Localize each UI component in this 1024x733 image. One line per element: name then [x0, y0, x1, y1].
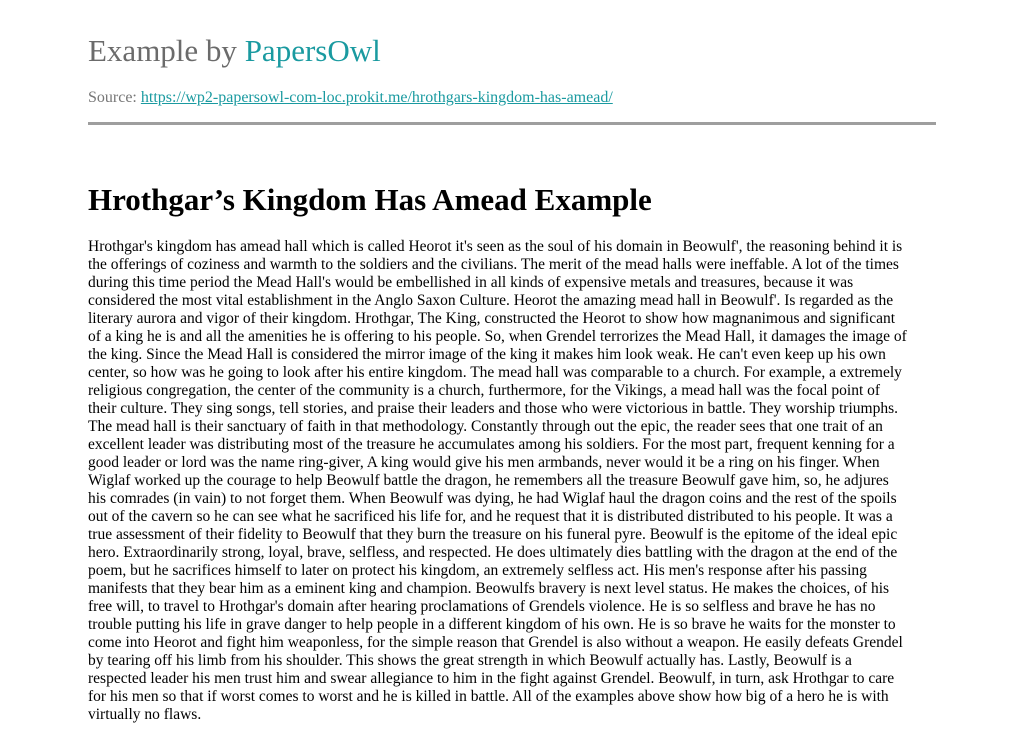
brand-name: PapersOwl — [244, 33, 381, 68]
article-line: their culture. They sing songs, tell stories, and praise their leaders and those who were victorious in battle. They worship triumphs. — [88, 400, 898, 417]
article-line: free will, to travel to Hrothgar's domain after hearing proclamations of Grendels violence. He is so selfless and brave he has no — [88, 598, 876, 615]
article-line: during this time period the Mead Hall's would be embellished in all kinds of expensive metals and treasures, because it was — [88, 274, 854, 291]
article-line: virtually no flaws. — [88, 706, 202, 723]
article-line: out of the cavern so he can see what he sacrificed his life for, and he request that it is distributed distributed to his people. It was a — [88, 508, 893, 525]
brand-heading — [88, 32, 381, 70]
article-line: Wiglaf worked up the courage to help Beowulf battle the dragon, he remembers all the treasure Beowulf gave him, so, he adjures — [88, 472, 889, 489]
brand-prefix: Example by — [88, 33, 245, 68]
article-line: literary aurora and vigor of their kingdom. Hrothgar, The King, constructed the Heorot to show how magnanimous and significant — [88, 310, 896, 327]
article-line: true assessment of their fidelity to Beowulf that they burn the treasure on his funeral pyre. Beowulf is the epitome of the ideal epic — [88, 526, 898, 543]
article-line: the king. Since the Mead Hall is considered the mirror image of the king it makes him look weak. He can't even keep up his own — [88, 346, 886, 363]
article-line: good leader or lord was the name ring-giver, A king would give his men armbands, never would it be a ring on his finger. When — [88, 454, 880, 471]
article-line: by tearing off his limb from his shoulder. This shows the great strength in which Beowulf actually has. Lastly, Beowulf is a — [88, 652, 852, 669]
article-line: religious congregation, the center of the community is a church, furthermore, for the Vikings, a mead hall was the focal point of — [88, 382, 881, 399]
article-line: considered the most vital establishment in the Anglo Saxon Culture. Heorot the amazing mead hall in Beowulf'. Is regarded as the — [88, 292, 894, 309]
article-line: of a king he is and all the amenities he is offering to his people. So, when Grendel terrorizes the Mead Hall, it damages the image of — [88, 328, 907, 345]
article-line: Hrothgar's kingdom has amead hall which is called Heorot it's seen as the soul of his domain in Beowulf', the reasoning behind it is — [88, 238, 903, 255]
article-line: for his men so that if worst comes to worst and he is killed in battle. All of the examples above show how big of a hero he is with — [88, 688, 889, 705]
article-line: manifests that they bear him as a eminent king and champion. Beowulfs bravery is next level status. He makes the choices, of his — [88, 580, 890, 597]
article-line: the offerings of coziness and warmth to the soldiers and the civilians. The merit of the mead halls were ineffable. A lot of the times — [88, 256, 899, 273]
header-divider — [88, 122, 936, 125]
article-line: poem, but he sacrifices himself to later on protect his kingdom, an extremely selfless act. His men's response after his passing — [88, 562, 867, 579]
article-line: come into Heorot and fight him weaponless, for the simple reason that Grendel is also without a weapon. He easily defeats Grendel — [88, 634, 903, 651]
article-line: center, so how was he going to look after his entire kingdom. The mead hall was comparable to a church. For example, a extremely — [88, 364, 902, 381]
article-line: his comrades (in vain) to not forget them. When Beowulf was dying, he had Wiglaf haul the dragon coins and the rest of the spoils — [88, 490, 897, 507]
source-link[interactable]: https://wp2-papersowl-com-loc.prokit.me/hrothgars-kingdom-has-amead/ — [140, 89, 613, 106]
article-line: trouble putting his life in grave danger to help people in a different kingdom of his own. He is so brave he waits for the monster to — [88, 616, 896, 633]
article-title: Hrothgar’s Kingdom Has Amead Example — [88, 182, 652, 217]
article-line: The mead hall is their sanctuary of faith in that methodology. Constantly through out the epic, the reader sees that one trait of an — [88, 418, 883, 435]
article-line: hero. Extraordinarily strong, loyal, brave, selfless, and respected. He does ultimately dies battling with the dragon at the end of the — [88, 544, 898, 561]
article-line: excellent leader was distributing most of the treasure he accumulates among his soldiers. For the most part, frequent kenning for a — [88, 436, 895, 453]
source-line — [88, 88, 613, 108]
source-label: Source: — [88, 89, 141, 106]
article-body — [88, 238, 936, 724]
article-line: respected leader his men trust him and swear allegiance to him in the fight against Grendel. Beowulf, in turn, ask Hrothgar to care — [88, 670, 895, 687]
